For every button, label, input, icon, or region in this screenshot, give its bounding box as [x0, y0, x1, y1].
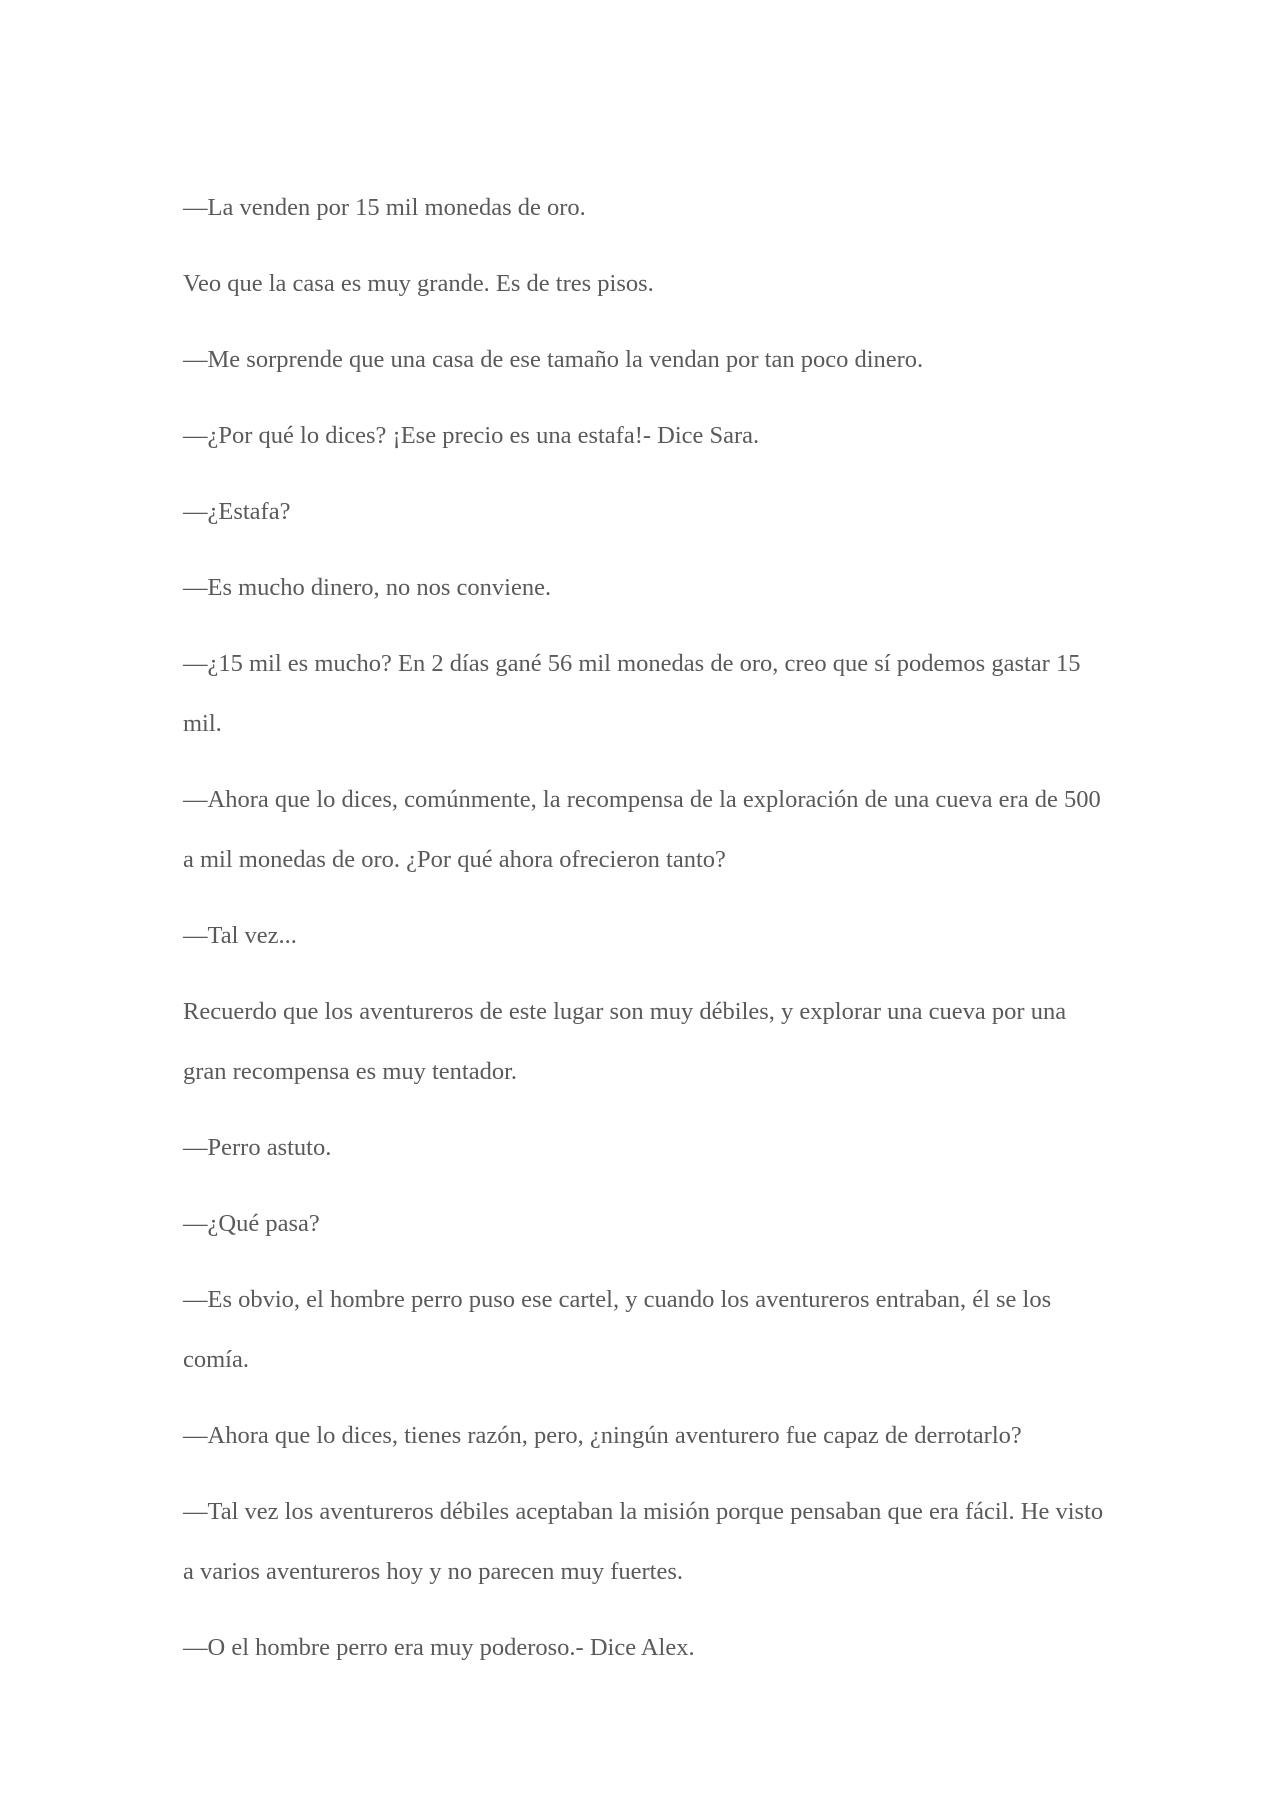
paragraph-6: —Es mucho dinero, no nos conviene. [183, 574, 552, 601]
paragraph-2: Veo que la casa es muy grande. Es de tres pisos. [183, 270, 654, 297]
paragraph-14: —Ahora que lo dices, tienes razón, pero, ¿ningún aventurero fue capaz de derrotarlo? [183, 1422, 1022, 1449]
paragraph-11: —Perro astuto. [183, 1134, 332, 1161]
paragraph-3: —Me sorprende que una casa de ese tamaño la vendan por tan poco dinero. [183, 346, 924, 373]
document-body [183, 178, 1108, 1694]
paragraph-5: —¿Estafa? [183, 498, 291, 525]
paragraph-12: —¿Qué pasa? [183, 1210, 320, 1237]
paragraph-8: —Ahora que lo dices, comúnmente, la recompensa de la exploración de una cueva era de 500 a mil monedas de oro. ¿Por qué ahora ofrecieron tanto? [183, 786, 1101, 873]
paragraph-13: —Es obvio, el hombre perro puso ese cartel, y cuando los aventureros entraban, él se los comía. [183, 1286, 1052, 1373]
paragraph-7: —¿15 mil es mucho? En 2 días gané 56 mil monedas de oro, creo que sí podemos gastar 15 mil. [183, 650, 1081, 737]
paragraph-16: —O el hombre perro era muy poderoso.- Dice Alex. [183, 1634, 695, 1661]
paragraph-10: Recuerdo que los aventureros de este lugar son muy débiles, y explorar una cueva por una gran recompensa es muy tentador. [183, 998, 1067, 1085]
paragraph-15: —Tal vez los aventureros débiles aceptaban la misión porque pensaban que era fácil. He visto a varios aventureros hoy y no parecen muy fuertes. [183, 1498, 1104, 1585]
paragraph-1: —La venden por 15 mil monedas de oro. [183, 194, 586, 221]
paragraph-9: —Tal vez... [183, 922, 297, 949]
paragraph-4: —¿Por qué lo dices? ¡Ese precio es una estafa!- Dice Sara. [183, 422, 760, 449]
